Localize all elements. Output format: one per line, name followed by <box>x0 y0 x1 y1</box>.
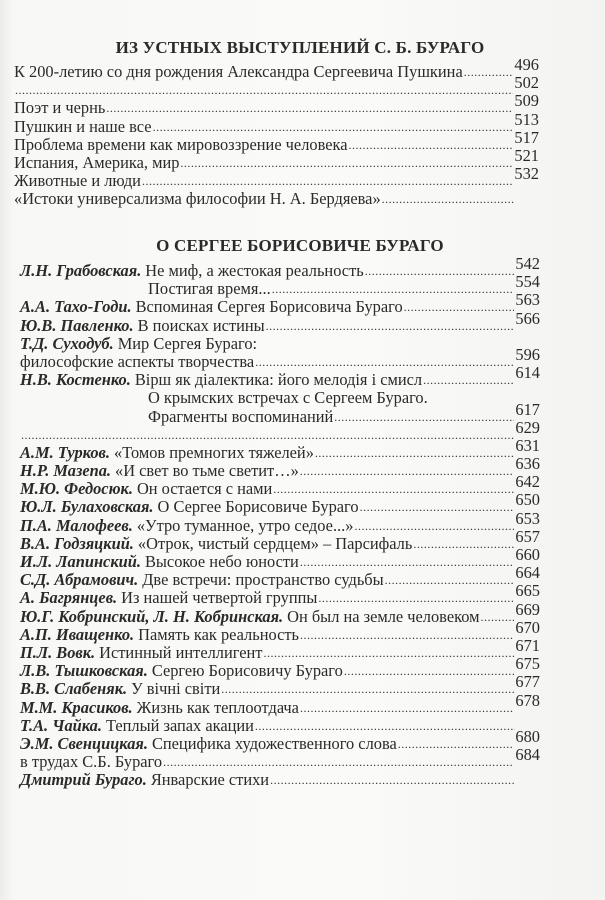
page-number: 657 <box>515 526 540 546</box>
entry-author: Л.Н. Грабовская. <box>20 261 142 280</box>
dot-leader <box>163 752 514 771</box>
dot-leader <box>106 98 513 117</box>
toc-entry <box>20 771 540 789</box>
page-number: 596 <box>515 344 540 364</box>
toc-entry <box>20 581 540 608</box>
toc-entry <box>14 145 539 172</box>
toc-entry <box>14 127 539 154</box>
toc-entry <box>20 617 540 644</box>
page-number: 566 <box>515 308 540 328</box>
dot-leader <box>360 497 515 516</box>
section-heading: О СЕРГЕЕ БОРИСОВИЧЕ БУРАГО <box>156 236 444 255</box>
page-number: 513 <box>514 109 539 129</box>
entry-author: А.П. Иващенко. <box>20 624 135 644</box>
page-number: 653 <box>515 508 540 528</box>
page-number: 669 <box>515 599 540 619</box>
page-number: 642 <box>515 472 540 492</box>
entry-title: Теплый запах акации <box>105 715 254 735</box>
toc-list <box>20 254 540 790</box>
entry-author: В.А. Годзяцкий. <box>20 533 134 553</box>
toc-entry <box>20 690 540 717</box>
page-number: 650 <box>515 490 540 510</box>
page-number: 636 <box>515 454 540 474</box>
page-number: 614 <box>515 363 540 383</box>
entry-author: А.А. Тахо-Годи. <box>20 297 132 317</box>
entry-title: Поэт и чернь <box>14 98 106 118</box>
toc-entry <box>20 389 540 407</box>
page-number: 563 <box>515 290 540 310</box>
page-number: 542 <box>515 254 540 273</box>
dot-leader <box>255 716 515 735</box>
dot-leader <box>300 552 515 571</box>
dot-leader <box>180 153 513 172</box>
entry-title: философские аспекты творчества <box>20 351 255 371</box>
page-number: 631 <box>515 435 540 455</box>
entry-author: М.Ю. Федосюк. <box>20 479 133 499</box>
toc-entry <box>20 635 540 662</box>
dot-leader <box>481 607 515 626</box>
page-number: 521 <box>514 145 539 165</box>
dot-leader <box>354 516 514 535</box>
entry-title: Вірш як діалектика: його мелодія і смисл <box>134 370 423 390</box>
toc-entry <box>20 717 540 735</box>
dot-leader <box>398 734 515 753</box>
toc-entry <box>20 454 540 481</box>
toc-entry <box>20 545 540 571</box>
dot-leader <box>153 117 514 136</box>
toc-entry <box>20 344 540 371</box>
entry-author: Н.В. Костенко. <box>20 370 131 390</box>
entry-title: Мир Сергея Бураго: <box>117 333 258 353</box>
dot-leader <box>334 407 514 426</box>
dot-leader <box>423 370 514 389</box>
toc-entry <box>20 308 540 335</box>
page-number: 665 <box>515 581 540 601</box>
dot-leader <box>255 352 514 371</box>
entry-author: Т.Д. Суходуб. <box>20 333 114 353</box>
dot-leader <box>266 316 515 335</box>
dot-leader <box>221 679 514 698</box>
entry-author: Т.А. Чайка. <box>20 715 102 735</box>
dot-leader <box>464 62 514 81</box>
toc-entry <box>20 563 540 590</box>
dot-leader <box>404 297 515 316</box>
page-number: 532 <box>514 164 539 184</box>
toc-entry <box>20 526 540 553</box>
entry-title: Не миф, а жестокая реальность <box>145 261 364 280</box>
dot-leader <box>270 770 515 789</box>
toc-entry <box>14 109 539 136</box>
toc-entry <box>20 399 540 426</box>
entry-title: «Истоки универсализма философии Н. А. Бердяева» <box>14 189 381 209</box>
dot-leader <box>142 171 513 190</box>
entry-title: О крымских встречах с Сергеем Бураго. <box>148 388 428 408</box>
page-number: 664 <box>515 563 540 583</box>
dot-leader <box>385 570 515 589</box>
entry-title: Испания, Америка, мир <box>14 152 180 172</box>
page-number: 671 <box>515 635 540 655</box>
entry-author: С.Д. Абрамович. <box>20 570 139 590</box>
dot-leader <box>300 625 514 644</box>
toc-entry <box>20 254 540 280</box>
entry-title: Память как реальность <box>138 624 299 644</box>
page-number: 670 <box>515 617 540 637</box>
entry-title: «Отрок, чистый сердцем» – Парсифаль <box>137 533 413 553</box>
entry-title: Январские стихи <box>150 770 270 790</box>
page-number: 496 <box>514 55 539 74</box>
page-number: 617 <box>515 399 540 419</box>
entry-author: А.М. Турков. <box>20 442 110 462</box>
entry-title: Сергею Борисовичу Бураго <box>151 661 343 681</box>
toc-entry <box>14 91 539 118</box>
toc-entry <box>14 164 539 191</box>
page-number: 554 <box>515 272 540 292</box>
toc-entry <box>14 55 539 81</box>
toc-entry <box>20 435 540 462</box>
entry-author: Э.М. Свенцицкая. <box>20 733 148 753</box>
entry-author: Ю.В. Павленко. <box>20 315 134 335</box>
page-number: 680 <box>515 726 540 746</box>
entry-title: Специфика художественного слова <box>151 733 397 753</box>
toc-entry <box>14 73 539 99</box>
page-number: 629 <box>515 417 540 437</box>
page-number: 517 <box>514 127 539 147</box>
toc-entry <box>20 599 540 626</box>
entry-title: Вспоминая Сергея Борисовича Бураго <box>135 297 403 317</box>
entry-title: Истинный интеллигент <box>99 642 263 662</box>
entry-title: «И свет во тьме светит…» <box>115 461 299 481</box>
entry-title: В поисках истины <box>137 315 265 335</box>
entry-title: О Сергее Борисовиче Бураго <box>157 497 359 517</box>
dot-leader <box>382 189 514 208</box>
entry-title: У вічні світи <box>131 679 221 699</box>
toc-entry <box>20 417 540 444</box>
entry-author: В.В. Слабеняк. <box>20 679 128 699</box>
page-number: 502 <box>514 73 539 93</box>
page-number: 660 <box>515 545 540 564</box>
dot-leader <box>273 479 514 498</box>
dot-leader <box>15 80 513 99</box>
toc-entry <box>20 272 540 299</box>
entry-title: Он был на земле человеком <box>287 606 480 626</box>
dot-leader <box>21 425 514 444</box>
toc-entry <box>20 490 540 517</box>
entry-author: М.М. Красиков. <box>20 697 133 717</box>
toc-entry <box>20 290 540 317</box>
entry-title: Жизнь как теплоотдача <box>136 697 299 717</box>
dot-leader <box>263 643 514 662</box>
toc-list <box>14 55 539 209</box>
entry-title: Он остается с нами <box>136 479 273 499</box>
dot-leader <box>315 443 515 462</box>
entry-author: П.Л. Вовк. <box>20 642 96 662</box>
entry-title: Высокое небо юности <box>144 552 299 571</box>
entry-title: в трудах С.Б. Бураго <box>20 752 163 772</box>
dot-leader <box>300 698 514 717</box>
entry-title: «Утро туманное, утро седое...» <box>136 515 354 535</box>
toc-entry <box>20 335 540 353</box>
entry-author: Дмитрий Бураго. <box>20 770 147 790</box>
page-number: 677 <box>515 672 540 692</box>
section-heading: ИЗ УСТНЫХ ВЫСТУПЛЕНИЙ С. Б. БУРАГО <box>115 38 485 57</box>
dot-leader <box>300 461 515 480</box>
entry-title: Проблема времени как мировоззрение человека <box>14 134 348 154</box>
entry-author: П.А. Малофеев. <box>20 515 133 535</box>
entry-author: И.Л. Лапинский. <box>20 552 141 571</box>
entry-author: Л.В. Тышковская. <box>20 661 148 681</box>
dot-leader <box>349 135 514 154</box>
entry-title: Из нашей четвертой группы <box>121 588 318 608</box>
entry-title: К 200-летию со дня рождения Александра Сергеевича Пушкина <box>14 62 463 81</box>
toc-entry <box>20 363 540 390</box>
entry-title: Пушкин и наше все <box>14 116 152 136</box>
dot-leader <box>344 661 515 680</box>
entry-author: А. Багрянцев. <box>20 588 118 608</box>
entry-title: Постигая время... <box>148 279 271 299</box>
dot-leader <box>318 588 514 607</box>
entry-title: «Томов премногих тяжелей» <box>113 442 314 462</box>
entry-title: Две встречи: пространство судьбы <box>142 570 384 590</box>
entry-title: Фрагменты воспоминаний <box>148 406 334 426</box>
toc-entry <box>20 508 540 535</box>
dot-leader <box>365 261 515 280</box>
page-number: 678 <box>515 690 540 710</box>
entry-author: Ю.Л. Булаховская. <box>20 497 154 517</box>
dot-leader <box>272 279 515 298</box>
toc-entry <box>14 190 539 208</box>
toc-entry <box>20 654 540 681</box>
page-number: 675 <box>515 654 540 674</box>
toc-entry <box>20 672 540 699</box>
entry-title: Животные и люди <box>14 171 141 191</box>
dot-leader <box>413 534 514 553</box>
page-number: 509 <box>514 91 539 111</box>
toc-entry <box>20 726 540 753</box>
page-number: 684 <box>515 745 540 765</box>
entry-author: Ю.Г. Кобринский, Л. Н. Кобринская. <box>20 606 284 626</box>
entry-author: Н.Р. Мазепа. <box>20 461 112 481</box>
toc-entry <box>20 745 540 772</box>
toc-entry <box>20 472 540 499</box>
